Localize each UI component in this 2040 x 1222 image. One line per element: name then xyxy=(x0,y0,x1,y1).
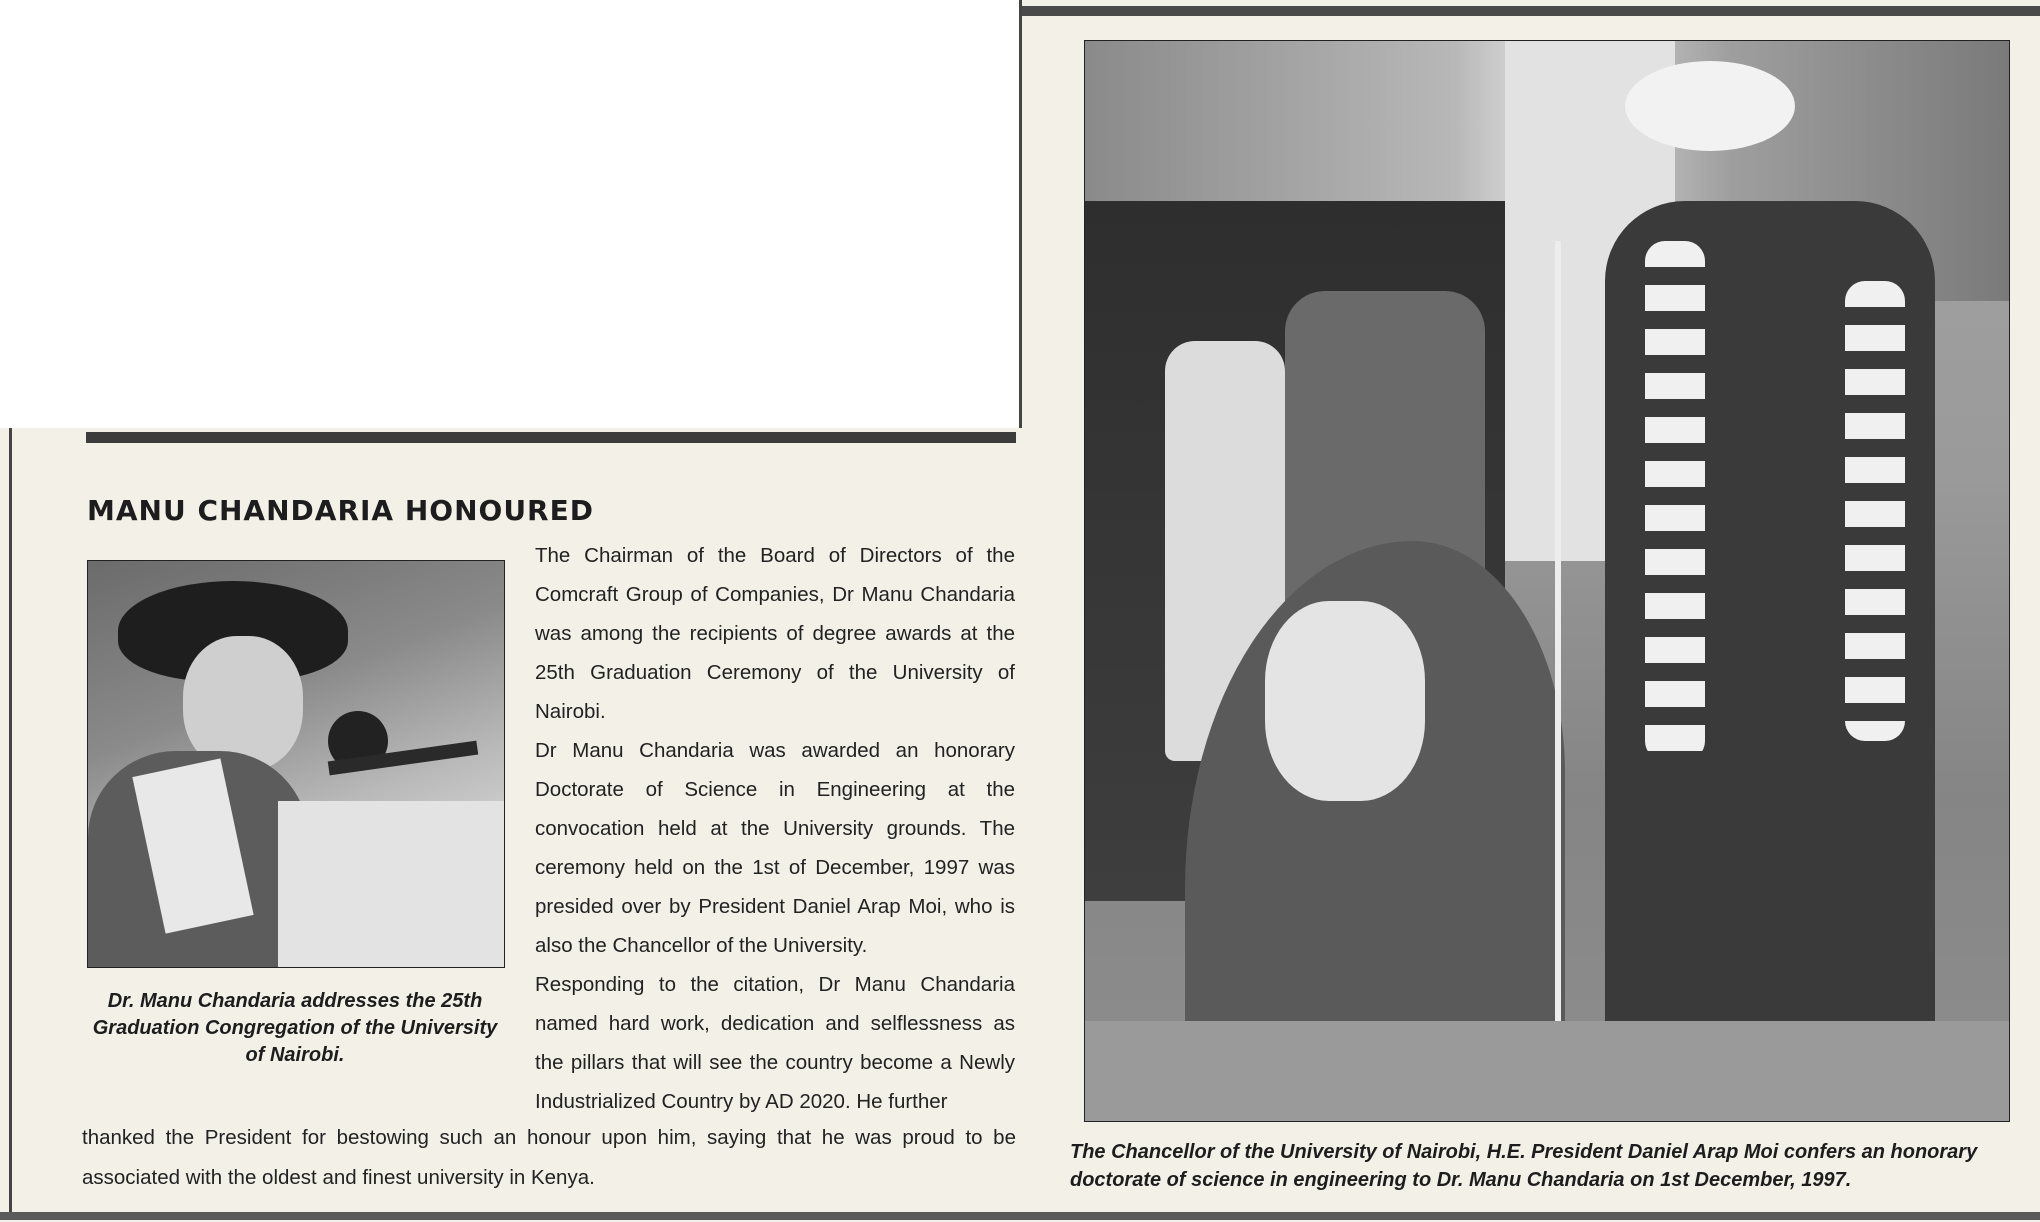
article-paragraph-1: The Chairman of the Board of Directors of the Comcraft Group of Companies, Dr Manu Chandaria was among the recipients of degree awards at the 25th Graduation Ceremony of the University of Nairobi. xyxy=(535,544,1015,723)
top-rule-right xyxy=(1022,6,2040,16)
column-border-left xyxy=(9,428,12,1218)
speaker-photo xyxy=(87,560,505,968)
article-headline: MANU CHANDARIA HONOURED xyxy=(87,494,594,527)
article-body-column xyxy=(535,536,1015,1121)
floor-shape xyxy=(1085,1021,2009,1121)
article-body-continuation xyxy=(82,1118,1016,1198)
kneeling-hood-shape xyxy=(1265,601,1425,801)
chancellor-hat-shape xyxy=(1625,61,1795,151)
chancellor-robe-pattern-shape-2 xyxy=(1845,281,1905,741)
ceremony-photo xyxy=(1084,40,2010,1122)
top-rule-left xyxy=(86,432,1016,443)
article-paragraph-3: Responding to the citation, Dr Manu Chandaria named hard work, dedication and selflessness as the pillars that will see the country become a Newly Industrialized Country by AD 2020. He further xyxy=(535,973,1015,1113)
microphone-stand-shape xyxy=(1555,241,1561,1061)
chancellor-robe-pattern-shape xyxy=(1645,241,1705,761)
speaker-photo-caption: Dr. Manu Chandaria addresses the 25th Graduation Congregation of the University of Nairobi. xyxy=(92,990,498,1066)
ceremony-photo-caption: The Chancellor of the University of Nairobi, H.E. President Daniel Arap Moi confers an honorary doctorate of science in engineering to Dr. Manu Chandaria on 1st December, 1997. xyxy=(1070,1141,1978,1191)
article-paragraph-4: thanked the President for bestowing such an honour upon him, saying that he was proud to be associated with the oldest and finest university in Kenya. xyxy=(82,1126,1016,1189)
article-paragraph-2: Dr Manu Chandaria was awarded an honorary Doctorate of Science in Engineering at the convocation held at the University grounds. The ceremony held on the 1st of December, 1997 was presided over by President Daniel Arap Moi, who is also the Chancellor of the University. xyxy=(535,739,1015,957)
bottom-rule xyxy=(0,1212,2040,1220)
lectern-shape xyxy=(278,801,504,967)
column-border-divider xyxy=(1019,0,1022,428)
